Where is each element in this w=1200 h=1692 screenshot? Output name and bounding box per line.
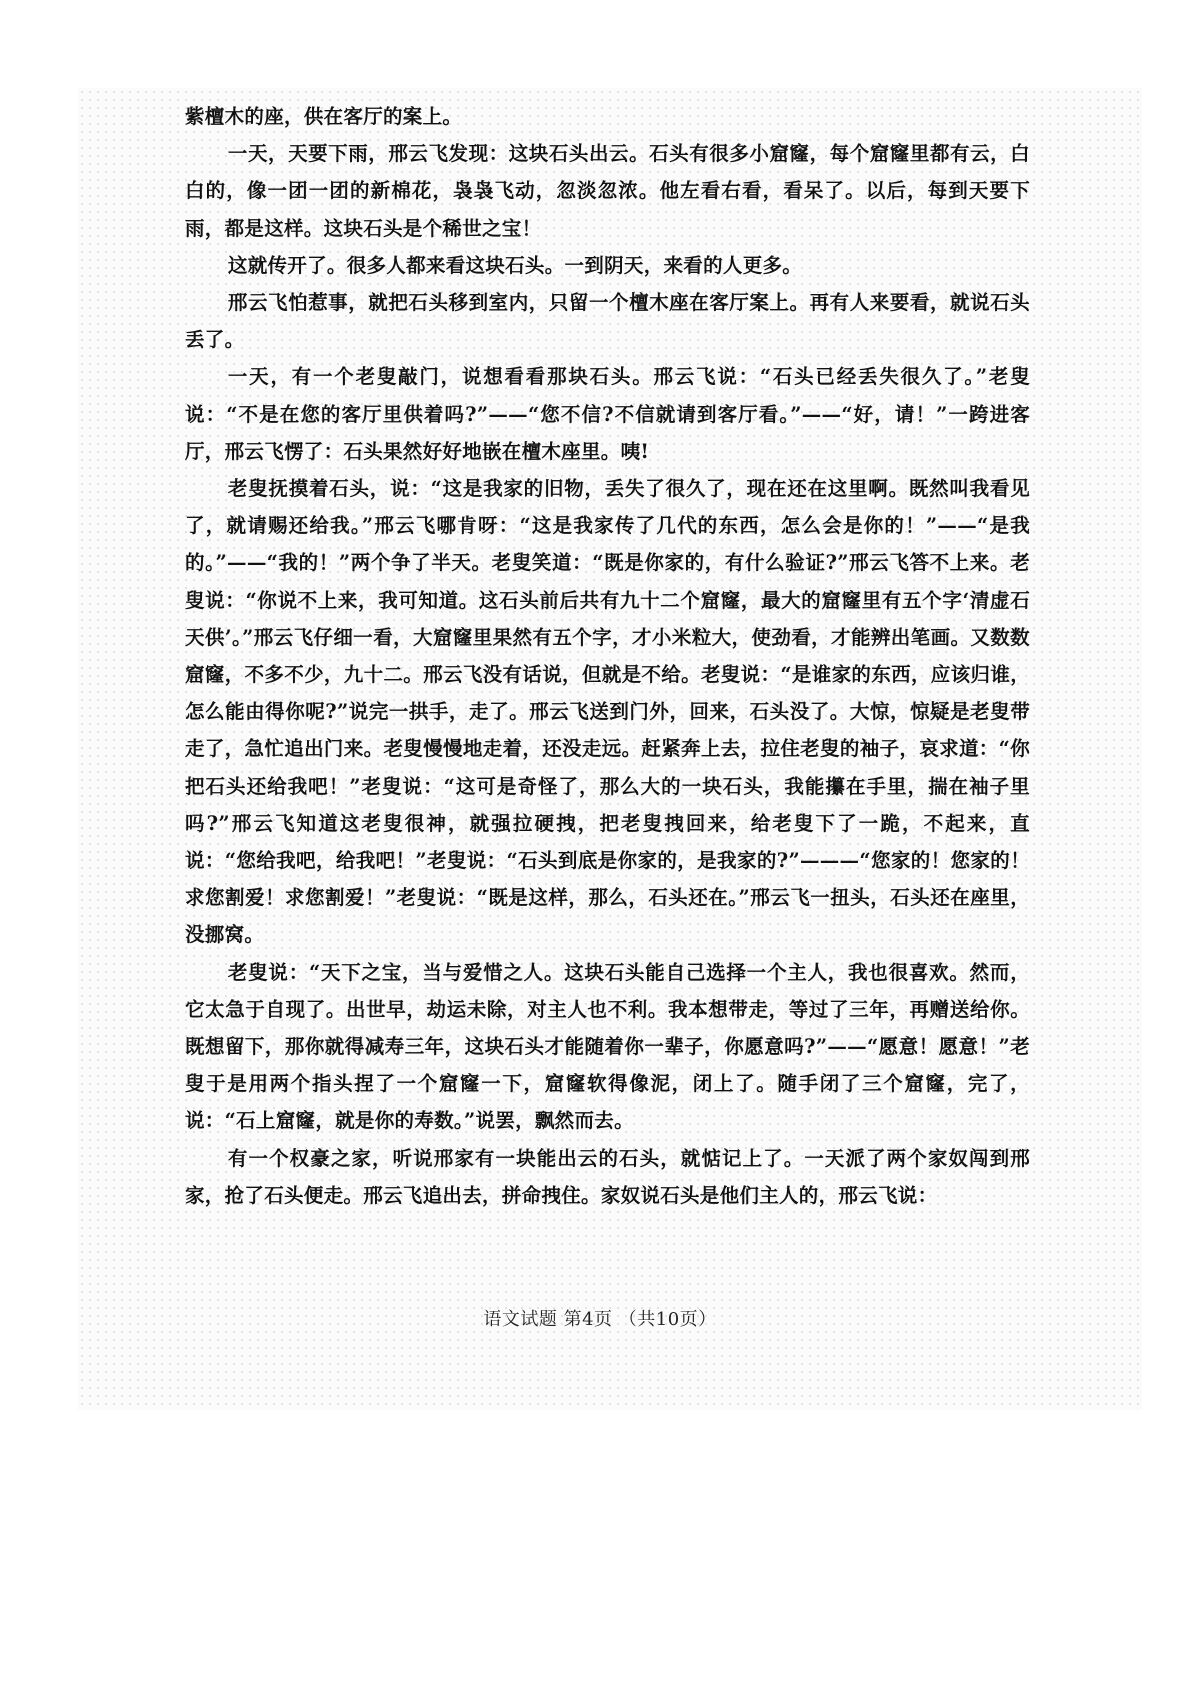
paragraph: 紫檀木的座，供在客厅的案上。 bbox=[185, 105, 463, 128]
page-footer: 语文试题 第4页 （共10页） bbox=[483, 1309, 717, 1330]
paragraph: 这就传开了。很多人都来看这块石头。一到阴天，来看的人更多。 bbox=[227, 253, 803, 277]
paragraph: 老叟抚摸着石头，说：“这是我家的旧物，丢失了很久了，现在还在这里啊。既然叫我看见了，就请赐还给我。”邢云飞哪肯呀：“这是我家传了几代的东西，怎么会是你的！”——“是我的。”——“我的！”两个争了半天。老叟笑道：“既是你家的，有什么验证?”邢云飞答不上来。老叟说：“你说不上来，我可知道。这石头前后共有九十二个窟窿，最大的窟窿里有五个字‘清虚石天供’。”邢云飞仔细一看，大窟窿里果然有五个字，才小米粒大，使劲看，才能辨出笔画。又数数窟窿，不多不少，九十二。邢云飞没有话说，但就是不给。老叟说：“是谁家的东西，应该归谁，怎么能由得你呢?”说完一拱手，走了。邢云飞送到门外，回来，石头没了。大惊，惊疑是老叟带走了，急忙追出门来。老叟慢慢地走着，还没走远。赶紧奔上去，拉住老叟的袖子，哀求道：“你把石头还给我吧！”老叟说：“这可是奇怪了，那么大的一块石头，我能攥在手里，揣在袖子里吗?”邢云飞知道这老叟很神，就强拉硬拽，把老叟拽回来，给老叟下了一跪，不起来，直说：“您给我吧，给我吧！”老叟说：“石头到底是你家的，是我家的?”———“您家的！您家的！求您割爱！求您割爱！”老叟说：“既是这样，那么，石头还在。”邢云飞一扭头，石头还在座里，没挪窝。 bbox=[185, 477, 1030, 947]
passage-body bbox=[185, 98, 1030, 1214]
paragraph: 一天，天要下雨，邢云飞发现：这块石头出云。石头有很多小窟窿，每个窟窿里都有云，白白的，像一团一团的新棉花，袅袅飞动，忽淡忽浓。他左看右看，看呆了。以后，每到天要下雨，都是这样。这块石头是个稀世之宝！ bbox=[185, 142, 1030, 240]
paragraph: 有一个权豪之家，听说邢家有一块能出云的石头，就惦记上了。一天派了两个家奴闯到邢家，抢了石头便走。邢云飞追出去，拼命拽住。家奴说石头是他们主人的，邢云飞说： bbox=[185, 1146, 1030, 1207]
paragraph: 邢云飞怕惹事，就把石头移到室内，只留一个檀木座在客厅案上。再有人来要看，就说石头丢了。 bbox=[185, 291, 1030, 352]
paragraph: 一天，有一个老叟敲门，说想看看那块石头。邢云飞说：“石头已经丢失很久了。”老叟说：“不是在您的客厅里供着吗?”——“您不信?不信就请到客厅看。”——“好，请！”一跨进客厅，邢云飞愣了：石头果然好好地嵌在檀木座里。咦! bbox=[185, 365, 1030, 463]
paragraph: 老叟说：“天下之宝，当与爱惜之人。这块石头能自己选择一个主人，我也很喜欢。然而，它太急于自现了。出世早，劫运未除，对主人也不利。我本想带走，等过了三年，再赠送给你。既想留下，那你就得减寿三年，这块石头才能随着你一辈子，你愿意吗?”——“愿意！愿意！”老叟于是用两个指头捏了一个窟窿一下，窟窿软得像泥，闭上了。随手闭了三个窟窿，完了，说：“石上窟窿，就是你的寿数。”说罢，飘然而去。 bbox=[185, 960, 1030, 1133]
